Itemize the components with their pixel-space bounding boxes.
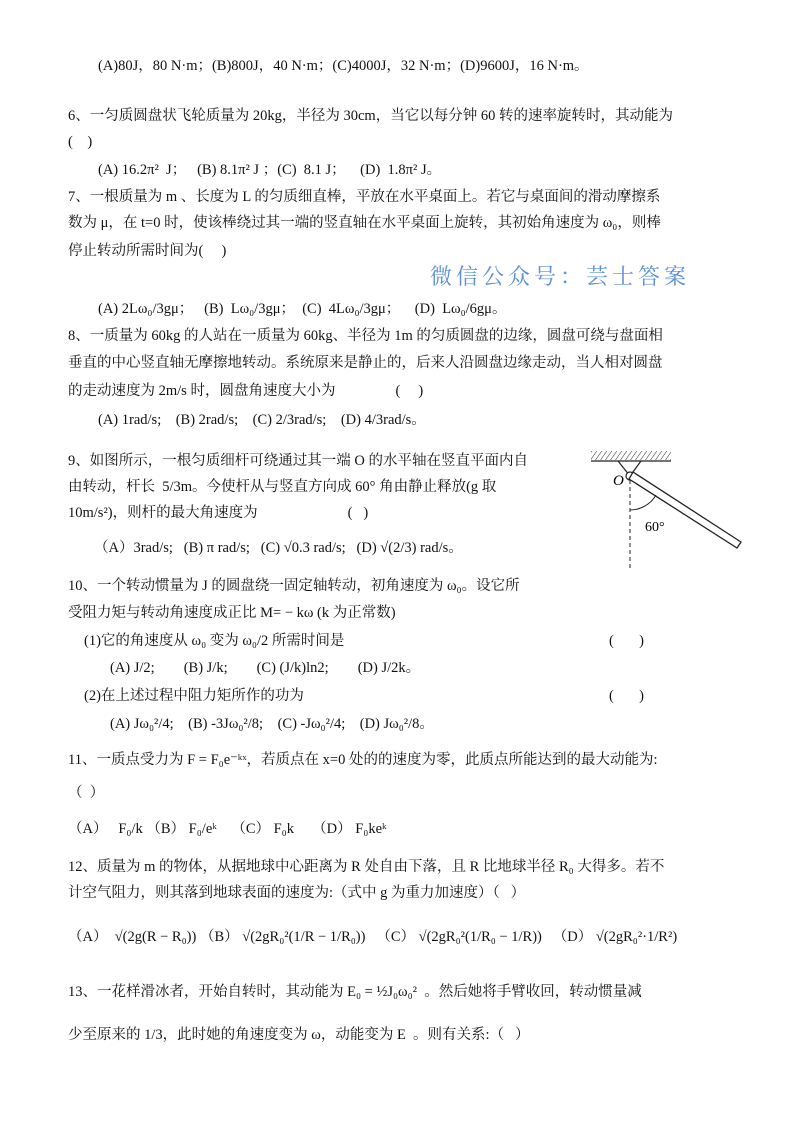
q7-stem-3: 停止转动所需时间为( ) (68, 243, 227, 259)
q9-stem-3-row (68, 503, 368, 523)
q9-options: （A）3rad/s; (B) π rad/s; (C) √0.3 rad/s; (D) √(2/3) rad/s。 (94, 540, 463, 556)
q6-stem-1: 6、一匀质圆盘状飞轮质量为 20kg，半径为 30cm，当它以每分钟 60 转的速率旋转时，其动能为 (68, 108, 673, 124)
q7-stem-1: 7、一根质量为 m 、长度为 L 的匀质细直棒，平放在水平桌面上。若它与桌面间的滑动摩擦系 (68, 189, 661, 205)
q10-sub2-answer-blank: ( ) (608, 688, 644, 704)
q10-sub2-row (84, 686, 644, 706)
q8-stem-3-row (68, 381, 423, 401)
q11-answer-blank: （ ） (68, 785, 105, 801)
q5-options: (A)80J，80 N·m；(B)800J，40 N·m；(C)4000J，32 N·m；(D)9600J，16 N·m。 (98, 58, 589, 74)
q9-stem-3: 10m/s²)，则杆的最大角速度为 (68, 505, 258, 521)
q10-sub1-options: (A) J/2; (B) J/k; (C) (J/k)ln2; (D) J/2k。 (110, 660, 421, 676)
q8-stem-1: 8、一质量为 60kg 的人站在一质量为 60kg、半径为 1m 的匀质圆盘的边缘，圆盘可绕与盘面相 (68, 328, 663, 344)
q7-options: (A) 2Lω₀/3gμ； (B) Lω₀/3gμ； (C) 4Lω₀/3gμ； (D) Lω₀/6gμ。 (98, 301, 507, 317)
q6-answer-blank: ( ) (68, 134, 93, 150)
rod (629, 472, 741, 548)
q10-sub1-row (84, 631, 644, 651)
q10-stem-2: 受阻力矩与转动角速度成正比 M= − kω (k 为正常数) (68, 605, 396, 621)
q11-options: （A） F₀/k （B） F₀/eᵏ （C） F₀k （D） F₀keᵏ (68, 821, 387, 837)
q9-stem-2: 由转动，杆长 5/3m。今使杆从与竖直方向成 60° 角由静止释放(g 取 (68, 479, 497, 495)
watermark: 微信公众号：芸士答案 (430, 265, 691, 290)
ceiling-hatch (591, 451, 671, 460)
q12-stem-2: 计空气阻力，则其落到地球表面的速度为:（式中 g 为重力加速度）（ ） (68, 885, 526, 901)
q12-options: （A） √(2g(R − R₀)) （B） √(2gR₀²(1/R − 1/R₀)) （C） √(2gR₀²(1/R₀ − 1/R)) （D） √(2gR₀²·1/R²) (68, 929, 678, 945)
q10-stem-1: 10、一个转动惯量为 J 的圆盘绕一固定轴转动，初角速度为 ω₀。设它所 (68, 578, 520, 594)
q8-answer-blank: ( ) (395, 383, 424, 399)
q8-stem-3: 的走动速度为 2m/s 时，圆盘角速度大小为 (68, 383, 336, 399)
q9-stem-1: 9、如图所示，一根匀质细杆可绕通过其一端 O 的水平轴在竖直平面内自 (68, 453, 528, 469)
q10-sub2: (2)在上述过程中阻力矩所作的功为 (84, 688, 304, 704)
pivot-label: O (613, 473, 624, 489)
q9-answer-blank: ( ) (347, 505, 369, 521)
q8-stem-2: 垂直的中心竖直轴无摩擦地转动。系统原来是静止的，后来人沿圆盘边缘走动，当人相对圆盘 (68, 355, 663, 371)
rod-pendulum-diagram (585, 446, 750, 571)
q8-options: (A) 1rad/s; (B) 2rad/s; (C) 2/3rad/s; (D) 4/3rad/s。 (98, 412, 426, 428)
angle-label: 60° (645, 520, 665, 535)
q13-stem-1: 13、一花样滑冰者，开始自转时，其动能为 E₀ = ½J₀ω₀² 。然后她将手臂收回，转动惯量减 (68, 984, 642, 1000)
q7-stem-2: 数为 μ，在 t=0 时，使该棒绕过其一端的竖直轴在水平桌面上旋转，其初始角速度为 ω₀，则棒 (68, 215, 661, 231)
q10-sub1-answer-blank: ( ) (608, 633, 644, 649)
q10-sub2-options: (A) Jω₀²/4; (B) -3Jω₀²/8; (C) -Jω₀²/4; (D) Jω₀²/8。 (110, 716, 434, 732)
q12-stem-1: 12、质量为 m 的物体，从据地球中心距离为 R 处自由下落，且 R 比地球半径 R₀ 大得多。若不 (68, 859, 665, 875)
angle-arc (630, 495, 656, 510)
q6-options: (A) 16.2π² J； (B) 8.1π² J ；(C) 8.1 J； (D) 1.8π² J。 (98, 162, 442, 178)
q11-stem: 11、一质点受力为 F = F₀e⁻ᵏˣ，若质点在 x=0 处的的速度为零，此质点所能达到的最大动能为: (68, 752, 658, 768)
q10-sub1: (1)它的角速度从 ω₀ 变为 ω₀/2 所需时间是 (84, 633, 345, 649)
q13-stem-2: 少至原来的 1/3，此时她的角速度变为 ω，动能变为 E 。则有关系:（ ） (68, 1027, 530, 1043)
